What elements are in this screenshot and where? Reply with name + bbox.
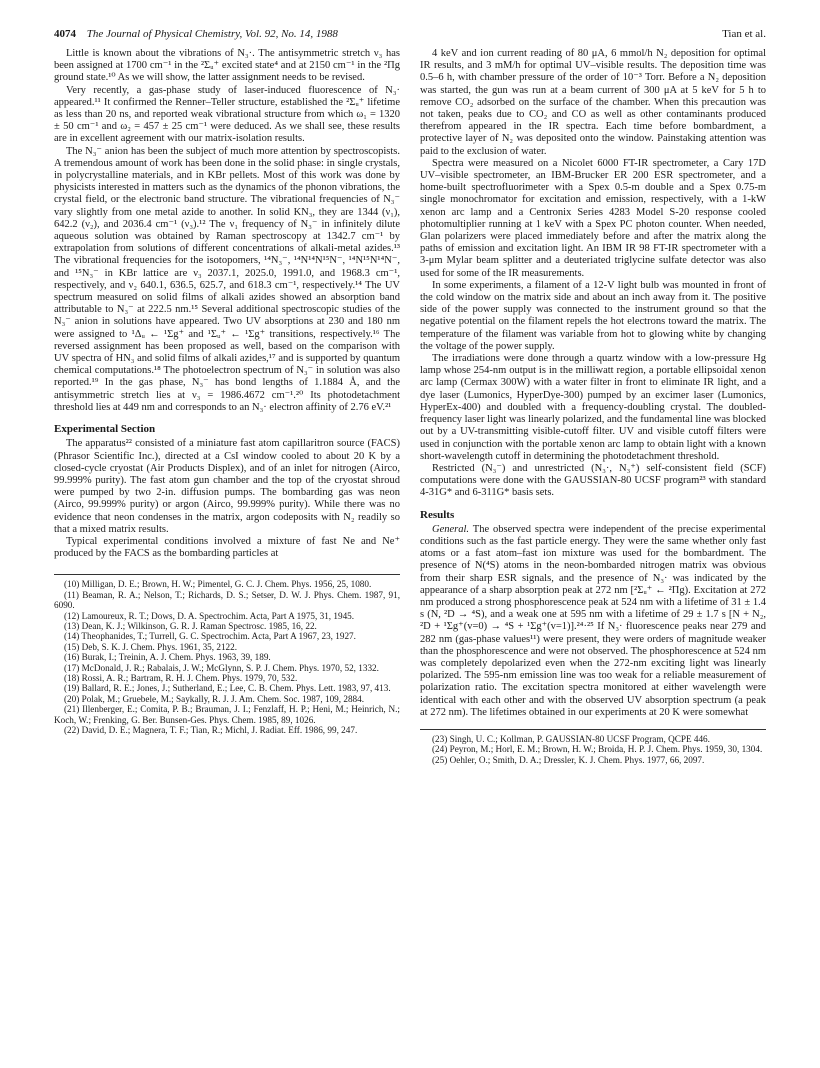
page-number: 4074 [54, 28, 76, 40]
two-column-body [54, 48, 766, 765]
left-column [54, 48, 400, 765]
paragraph: The irradiations were done through a quartz window with a low-pressure Hg lamp whose 254-nm output is in the milliwatt region, a portable ellipsoidal xenon arc lamp (Cermax 300W) with a water filter in front to eliminate IR light, and a dye laser (Lumonics, HyperDye-300) pumped by an excimer laser (Lumonics, HyperEx-400) and doubled with a frequency-doubling crystal. The doubled-frequency laser light was linearly polarized, and the fundamental line was blocked out by a UV-transmitting visible-cutoff filter. UV and visible cutoff filters were used in conjunction with the portable xenon arc lamp to obtain light with a known short-wavelength cutoff in determining the photodetachment threshold. [420, 353, 766, 462]
reference: (17) McDonald, J. R.; Rabalais, J. W.; McGlynn, S. P. J. Chem. Phys. 1970, 52, 1332. [64, 662, 379, 673]
paragraph: 4 keV and ion current reading of 80 μA, 6 mmol/h N₂ deposition for optimal IR results, and 3 mM/h for optimal UV–visible results. The deposition time was 0.5–6 h, with chamber pressure of the order of 10⁻³ Torr. Before a N₂ deposition was started, the gun was run at a beam current of 300 μA at 5 keV for 5 h to remove CO₂ adsorbed on the surface of the chamber. When this precaution was not taken, peaks due to CO₂ and CO as well as other contaminants produced therefrom appeared in the IR spectra. Each time before bombardment, a protective layer of N₂ was deposited onto the window. Painstaking attention was paid to the exclusion of water. [420, 48, 766, 157]
reference: (21) Illenberger, E.; Comita, P. B.; Brauman, J. I.; Fenzlaff, H. P.; Heni, M.; Heinrich, N.; Koch, W.; Frenking, G. Ber. Bunsen-Ges. Phys. Chem. 1985, 89, 1026. [54, 704, 400, 725]
journal-citation: The Journal of Physical Chemistry, Vol. 92, No. 14, 1988 [86, 28, 338, 40]
references-left [54, 574, 400, 735]
subsection-lead: General. [432, 523, 470, 535]
paragraph: The N₃⁻ anion has been the subject of much more attention by spectroscopists. A tremendous amount of work has been done in the solid phase: in single crystals, in polycrystalline materials, and in KBr pellets. Most of this work was done by physicists interested in matters such as the dynamics of the phonon vibrations, the crystal field, or the electronic band structure. The vibrational frequencies of N₃⁻ vary slightly from one metal azide to another. In solid KN₃, they are 1344 (ν₁), 642.2 (ν₂), and 2036.4 cm⁻¹ (ν₃).¹² The ν₁ frequency of N₃⁻ in infinitely dilute aqueous solution was obtained by Raman spectroscopy at 1342.7 cm⁻¹ by extrapolation from solutions of different concentrations of alkali-metal azides.¹³ The vibrational frequencies for the isotopomers, ¹⁴N₃⁻, ¹⁴N¹⁴N¹⁵N⁻, ¹⁴N¹⁵N¹⁴N⁻, and ¹⁵N₃⁻ in KBr lattice are ν₃ 2037.1, 2025.0, 1991.0, and 1968.3 cm⁻¹, respectively, and ν₂ 640.1, 636.5, 625.7, and 618.3 cm⁻¹, respectively.¹⁴ The UV spectrum measured on solid films of alkali azides showed an absorption band attributable to N₃⁻ at 222.5 nm.¹⁵ Several additional spectroscopic studies of the N₃⁻ anion in solutions have appeared. Two UV absorptions at 230 and 180 nm were assigned to ¹Δᵤ ← ¹Σg⁺ and ¹Σᵤ⁺ ← ¹Σg⁺ transitions, respectively.¹⁶ The reversed assignment has been proposed as well, based on the comparison with UV spectra of HN₃ and solid films of alkali azides,¹⁷ and is supported by quantum chemical computations.¹⁸ The photoelectron spectrum of N₃⁻ in solution was also reported.¹⁹ In the gas phase, N₃⁻ has bond lengths of 1.1884 Å, and the antisymmetric stretch lies at ν₃ = 1986.4672 cm⁻¹.²⁰ Its photodetachment threshold lies at 449 nm and corresponds to an N₃· electron affinity of 2.76 eV.²¹ [54, 145, 400, 413]
paragraph: In some experiments, a filament of a 12-V light bulb was mounted in front of the cold window on the matrix side and about an inch away from it. The positive side of the power supply was connected to the instrument ground so that the negative potential on the filament repels the hot electrons toward the matrix. The temperature of the filament was variable from hot to glowing white by changing the voltage of the power supply. [420, 279, 766, 352]
running-header [54, 28, 766, 44]
section-heading-results: Results [420, 508, 455, 521]
references-right [420, 729, 766, 765]
paragraph: Typical experimental conditions involved a mixture of fast Ne and Ne⁺ produced by the FACS as the bombarding particles at [54, 535, 400, 560]
reference: (23) Singh, U. C.; Kollman, P. GAUSSIAN-80 UCSF Program, QCPE 446. [432, 733, 710, 744]
reference: (12) Lamoureux, R. T.; Dows, D. A. Spectrochim. Acta, Part A 1975, 31, 1945. [64, 610, 355, 621]
reference: (20) Polak, M.; Gruebele, M.; Saykally, R. J. J. Am. Chem. Soc. 1987, 109, 2884. [64, 693, 365, 704]
reference: (16) Burak, I.; Treinin, A. J. Chem. Phys. 1963, 39, 189. [64, 652, 271, 663]
reference: (25) Oehler, O.; Smith, D. A.; Dressler, K. J. Chem. Phys. 1977, 66, 2097. [432, 754, 705, 765]
reference: (13) Dean, K. J.; Wilkinson, G. R. J. Raman Spectrosc. 1985, 16, 22. [64, 620, 317, 631]
reference: (15) Deb, S. K. J. Chem. Phys. 1961, 35, 2122. [64, 641, 238, 652]
paragraph: Restricted (N₃⁻) and unrestricted (N₃·, N₃⁺) self-consistent field (SCF) computations were done with the GAUSSIAN-80 UCSF program²³ with standard 4-31G* and 6-311G* basis sets. [420, 462, 766, 499]
reference: (14) Theophanides, T.; Turrell, G. C. Spectrochim. Acta, Part A 1967, 23, 1927. [64, 631, 356, 642]
paragraph: Spectra were measured on a Nicolet 6000 FT-IR spectrometer, a Cary 17D UV–visible spectrometer, an IBM-Brucker ER 200 ESR spectrometer, and a home-built spectrofluorimeter with a Spex 0.5-m double and a Spex 0.75-m single monochromator for excitation and emission, respectively, with a 1-kW xenon arc lamp and a Centronix Series 4283 Model S-20 response cooled photomultiplier running at 1 keV with a Spex PC photon counter. When needed, Glan polarizers were placed immediately before and after the matrix along the paths of emission and excitation light. An IBM IR 98 FT-IR spectrometer with a 3-μm Mylar beam splitter and a deuteriated triglycine sulfate detector was also used for some of the IR measurements. [420, 157, 766, 279]
reference: (10) Milligan, D. E.; Brown, H. W.; Pimentel, G. C. J. Chem. Phys. 1956, 25, 1080. [64, 579, 372, 590]
section-heading-experimental: Experimental Section [54, 423, 156, 436]
paragraph: The apparatus²² consisted of a miniature fast atom capillaritron source (FACS) (Phrasor Scientific Inc.), directed at a CsI window cooled to about 20 K by a closed-cycle cryostat (Air Products Displex), and of an inlet for nitrogen (Airco, 99.999% purity). The fast atom gun chamber and the top of the cryostat shroud were pumped by two 2-in. diffusion pumps. The bombarding gas was neon (Airco, 99.999% purity) or argon (Airco, 99.999% purity). While there was no evidence that neon condenses in the matrix, argon codeposits with N₂ readily so that a mixed matrix results. [54, 438, 400, 535]
paragraph-general [420, 524, 766, 719]
reference: (19) Ballard, R. E.; Jones, J.; Sutherland, E.; Lee, C. B. Chem. Phys. Lett. 1983, 97, 413. [64, 683, 391, 694]
paragraph: Little is known about the vibrations of N₃·. The antisymmetric stretch ν₃ has been assigned at 1700 cm⁻¹ in the ²Σᵤ⁺ excited state⁴ and at 2150 cm⁻¹ in the ²Πg ground state.¹⁰ As we will show, the latter assignment needs to be revised. [54, 48, 400, 84]
reference: (11) Beaman, R. A.; Nelson, T.; Richards, D. S.; Setser, D. W. J. Phys. Chem. 1987, 91, 6090. [54, 589, 400, 611]
paragraph-text: The observed spectra were independent of the precise experimental conditions such as the fast particle energy. They were the same whether only fast atoms or a fast atom–fast ion mixture was used for the bombardment. The presence of N(⁴S) atoms in the neon-bombarded nitrogen matrix was obvious from their sharp ESR signals, and the presence of N₃· was indicated by the appearance of a sharp absorption peak at 272 nm [²Σᵤ⁺ ← ²Πg). Excitation at 272 nm produced a strong phosphorescence peak at 524 nm with a lifetime of 31 ± 1.4 s (N, ²D → ⁴S), and a weak one at 595 nm with a lifetime of 29 ± 1.7 s [N + N₂, ²D + ¹Σg⁺(v=0) → ⁴S + ¹Σg⁺(v=1)].²⁴·²⁵ If N₃· fluorescence peaks near 279 and 282 nm (gas-phase values¹¹) were present, they were orders of magnitude weaker than the phosphorescence and were not observed. The phosphorescence at 524 nm was completely depolarized even when the 272-nm exciting light was linearly polarized. The 595-nm emission line was too weak for a reliable measurement of polarization ratio. The excitation spectra monitored at either wavelength were identical with each other and with the observed UV absorption spectrum (a peak at 272 nm). The lifetimes obtained in our experiments at 20 K were somewhat [420, 523, 766, 718]
right-column [420, 48, 766, 765]
header-left [54, 28, 338, 40]
header-authors: Tian et al. [722, 28, 766, 40]
paragraph: Very recently, a gas-phase study of laser-induced fluorescence of N₃· appeared.¹¹ It confirmed the Renner–Teller structure, established the ²Σᵤ⁺ lifetime as less than 20 ns, and reported weak vibrational structure from which ω₁ = 1320 ± 50 cm⁻¹ and ω₂ = 457 ± 25 cm⁻¹ were deduced. As we shall see, these results are in excellent agreement with our matrix-isolation results. [54, 84, 400, 145]
reference: (22) David, D. E.; Magnera, T. F.; Tian, R.; Michl, J. Radiat. Eff. 1986, 99, 247. [64, 725, 358, 736]
reference: (24) Peyron, M.; Horl, E. M.; Brown, H. W.; Broida, H. P. J. Chem. Phys. 1959, 30, 1304. [432, 744, 763, 755]
reference: (18) Rossi, A. R.; Bartram, R. H. J. Chem. Phys. 1979, 70, 532. [64, 672, 298, 683]
